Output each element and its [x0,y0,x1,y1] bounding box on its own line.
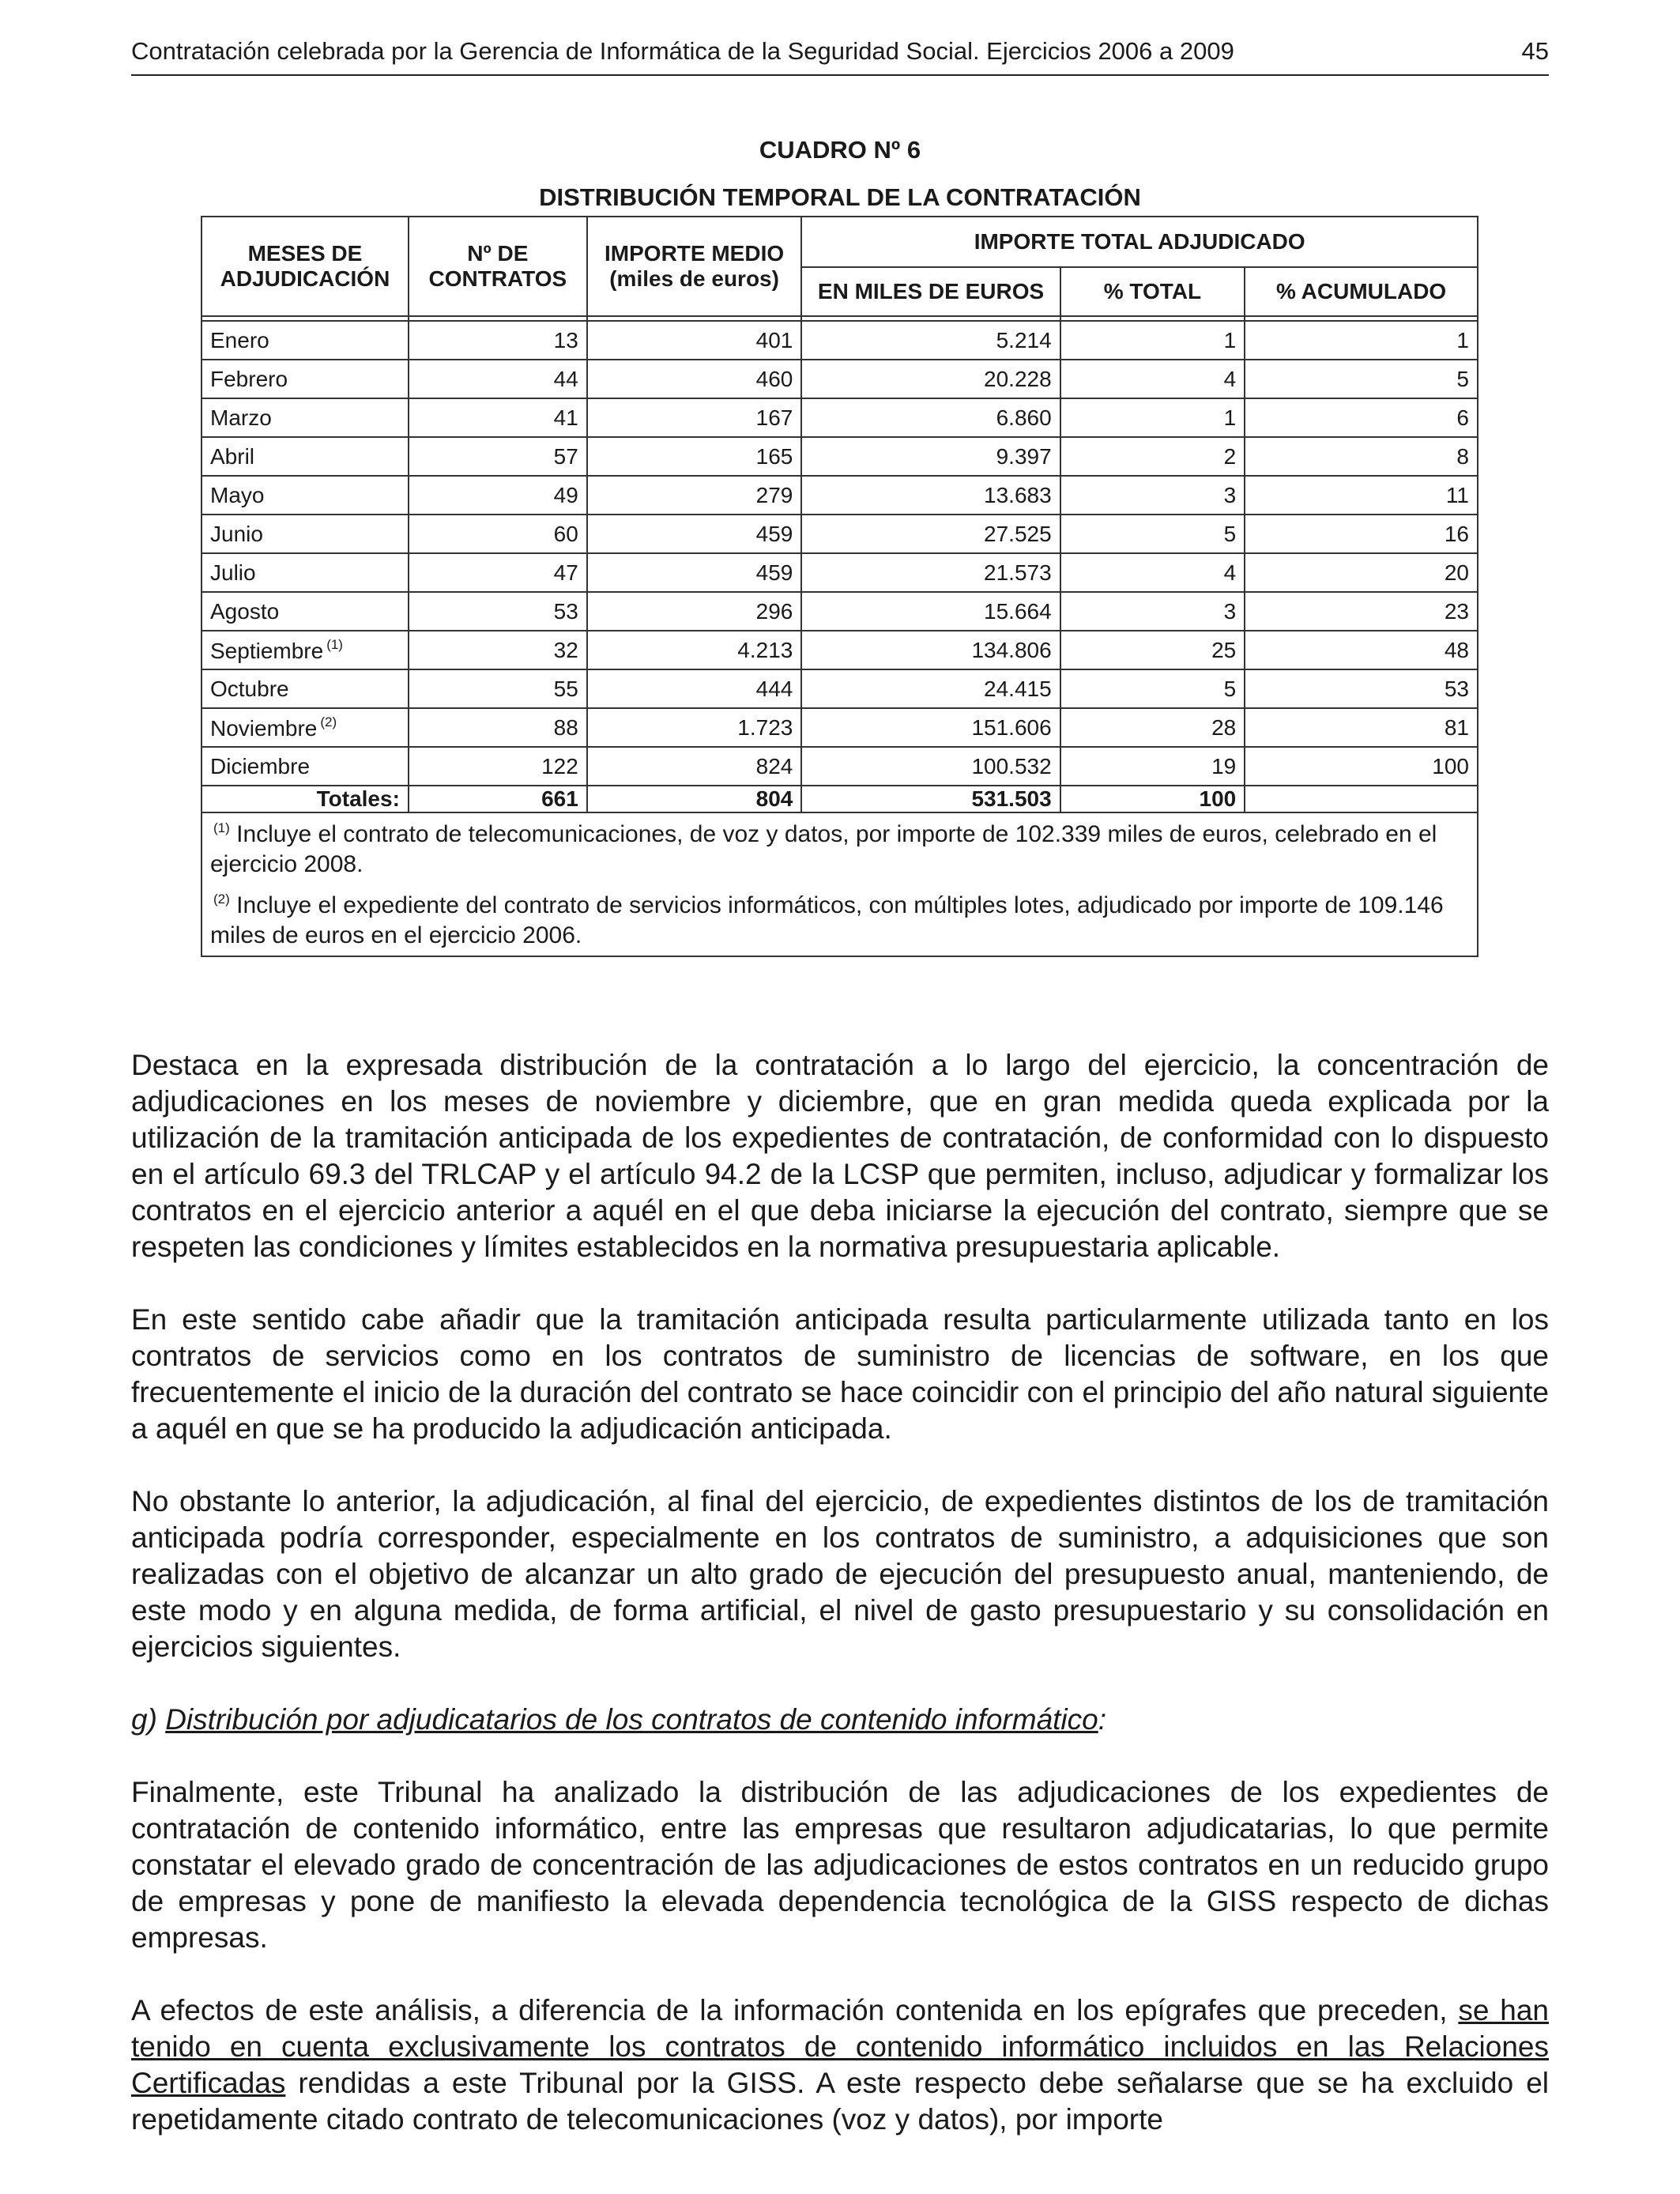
cell-contracts [409,437,587,476]
table-row [202,360,1478,398]
cell-average-value: 824 [755,753,793,778]
cell-contracts-value: 122 [541,753,578,778]
header-total-group: IMPORTE TOTAL ADJUDICADO [801,217,1478,267]
cell-month [202,669,409,708]
cell-pct-total [1060,515,1245,553]
header-thousands-euros: EN MILES DE EUROS [801,267,1060,316]
cell-average [587,398,802,437]
cell-contracts-value: 60 [553,521,578,546]
cell-pct-total [1060,708,1245,747]
cell-month [202,708,409,747]
cell-contracts-value: 57 [553,443,578,469]
cell-month-value: Junio [210,521,263,546]
table-row [202,476,1478,515]
cell-pct-cumulative [1245,553,1478,592]
cell-pct-cumulative-value: 5 [1456,366,1469,391]
cell-pct-cumulative [1245,360,1478,398]
cell-amount [801,747,1060,786]
cell-pct-total-value: 25 [1211,637,1237,662]
cell-pct-total [1060,631,1245,669]
cell-average [587,553,802,592]
cell-pct-total-value: 5 [1223,521,1237,546]
table-row [202,708,1478,747]
cell-average [587,360,802,398]
cell-amount-value: 15.664 [984,598,1052,624]
cell-pct-cumulative [1245,592,1478,631]
totals-empty-cell [1245,786,1478,812]
header-pct-total: % TOTAL [1060,267,1245,316]
cell-amount [801,553,1060,592]
cell-contracts [409,669,587,708]
cell-month [202,437,409,476]
paragraph-2: En este sentido cabe añadir que la tramitación anticipada resulta particularmente utilizada tanto en los contratos de servicios como en los contratos de suministro de licencias de software, en los que frecuentemente el inicio de la duración del contrato se hace coincidir con el principio del año natural siguiente a aquél en que se ha producido la adjudicación anticipada. [131,1303,1549,1445]
page-header [131,35,1549,76]
cell-amount [801,515,1060,553]
cell-contracts-value: 32 [553,637,578,662]
table-row [202,592,1478,631]
table-row [202,437,1478,476]
cell-amount [801,360,1060,398]
cell-contracts [409,592,587,631]
cell-contracts-value: 55 [553,676,578,701]
body-text [131,1047,1549,2174]
cell-pct-total-value: 5 [1223,676,1237,701]
cell-contracts [409,398,587,437]
cell-pct-total-value: 19 [1211,753,1237,778]
cell-average [587,321,802,360]
cell-pct-cumulative-value: 23 [1444,598,1469,624]
cell-pct-total [1060,437,1245,476]
cell-amount [801,321,1060,360]
cell-average-value: 165 [755,443,793,469]
cell-pct-total [1060,321,1245,360]
cell-contracts-value: 41 [553,405,578,430]
cell-average-value: 4.213 [737,637,793,662]
cell-month [202,747,409,786]
cell-average-value: 459 [755,521,793,546]
table-row [202,631,1478,669]
page-number: 45 [1521,37,1549,65]
cell-amount-value: 27.525 [984,521,1052,546]
paragraph-5-part-2: rendidas a este Tribunal por la GISS. A este respecto debe señalarse que se ha excluido el repetidamente citado contrato de telecomunicaciones (voz y datos), por importe [131,2067,1549,2136]
cell-average [587,437,802,476]
cell-month-value: Julio [210,560,256,585]
cell-average-value: 459 [755,560,793,585]
totals-amount: 531.503 [801,786,1060,812]
cell-amount-value: 100.532 [971,753,1052,778]
totals-row [202,786,1478,812]
cell-average-value: 279 [755,482,793,507]
table-row [202,515,1478,553]
cell-pct-cumulative [1245,708,1478,747]
cell-amount-value: 134.806 [971,637,1052,662]
cell-average-value: 1.723 [737,714,793,740]
paragraph-5-part-1: A efectos de este análisis, a diferencia de la información contenida en los epígrafes que preceden, [131,1994,1459,2026]
cell-contracts-value: 44 [553,366,578,391]
cell-average-value: 460 [755,366,793,391]
cell-pct-cumulative [1245,437,1478,476]
cell-average-value: 444 [755,676,793,701]
cell-contracts-value: 53 [553,598,578,624]
cell-average-value: 167 [755,405,793,430]
cell-month [202,631,409,669]
note-2-mark: (2) [213,892,230,907]
cell-average [587,476,802,515]
cell-amount-value: 13.683 [984,482,1052,507]
cell-amount [801,592,1060,631]
cell-pct-cumulative-value: 81 [1444,714,1469,740]
cell-month-value: Octubre [210,676,289,701]
cell-month [202,592,409,631]
cell-pct-total-value: 4 [1223,560,1237,585]
table-row [202,669,1478,708]
cell-month [202,476,409,515]
cell-pct-cumulative-value: 8 [1456,443,1469,469]
cell-month [202,553,409,592]
header-pct-cumulative: % ACUMULADO [1245,267,1478,316]
cell-contracts [409,631,587,669]
cell-pct-cumulative [1245,747,1478,786]
footnote-mark: (1) [326,636,343,652]
paragraph-5 [131,1992,1549,2138]
cell-month-value: Agosto [210,598,280,624]
cell-month-value: Septiembre [210,638,324,663]
totals-average: 804 [587,786,802,812]
cell-average-value: 401 [755,327,793,352]
note-2-text: Incluye el expediente del contrato de servicios informáticos, con múltiples lotes, adjudicado por importe de 109.146 miles de euros en el ejercicio 2006. [210,892,1444,948]
section-heading-prefix: g) [131,1703,166,1736]
cell-month-value: Mayo [210,482,265,507]
cell-pct-cumulative-value: 48 [1444,637,1469,662]
cell-pct-total-value: 3 [1223,482,1237,507]
section-heading-text: Distribución por adjudicatarios de los contratos de contenido informático [165,1703,1098,1736]
table-row [202,747,1478,786]
note-1 [210,813,1469,880]
totals-label: Totales: [202,786,409,812]
table-row [202,398,1478,437]
cell-month [202,398,409,437]
cell-average [587,631,802,669]
header-contracts: Nº DE CONTRATOS [409,217,587,316]
cell-contracts [409,747,587,786]
cell-average [587,515,802,553]
paragraph-1: Destaca en la expresada distribución de la contratación a lo largo del ejercicio, la concentración de adjudicaciones en los meses de noviembre y diciembre, que en gran medida queda explicada por la utilización de la tramitación anticipada de los expedientes de contratación, de conformidad con lo dispuesto en el artículo 69.3 del TRLCAP y el artículo 94.2 de la LCSP que permiten, incluso, adjudicar y formalizar los contratos en el ejercicio anterior a aquél en el que deba iniciarse la ejecución del contrato, siempre que se respeten las condiciones y límites establecidos en la normativa presupuestaria aplicable. [131,1049,1549,1263]
cell-pct-cumulative [1245,321,1478,360]
cell-pct-cumulative-value: 100 [1432,753,1469,778]
cell-pct-total-value: 3 [1223,598,1237,624]
cell-amount-value: 6.860 [996,405,1052,430]
totals-pct: 100 [1060,786,1245,812]
paragraph-3: No obstante lo anterior, la adjudicación, al final del ejercicio, de expedientes distintos de los de tramitación anticipada podría corresponder, especialmente en los contratos de suministro, a adquisiciones que son realizadas con el objetivo de alcanzar un alto grado de ejecución del presupuesto anual, manteniendo, de este modo y en alguna medida, de forma artificial, el nivel de gasto presupuestario y su consolidación en ejercicios siguientes. [131,1485,1549,1663]
cell-pct-cumulative-value: 11 [1445,482,1469,507]
totals-contracts: 661 [409,786,587,812]
cell-amount-value: 24.415 [984,676,1052,701]
cell-amount-value: 9.397 [996,443,1052,469]
cell-amount [801,476,1060,515]
cell-contracts [409,321,587,360]
cell-pct-total-value: 28 [1211,714,1237,740]
cell-pct-total [1060,669,1245,708]
cell-contracts [409,360,587,398]
cell-pct-total [1060,553,1245,592]
cell-pct-cumulative [1245,669,1478,708]
cell-pct-total [1060,360,1245,398]
cell-contracts-value: 88 [553,714,578,740]
cell-average [587,747,802,786]
cell-pct-total [1060,476,1245,515]
footnote-mark: (2) [320,714,337,729]
cell-pct-cumulative-value: 53 [1444,676,1469,701]
cell-contracts-value: 13 [553,327,578,352]
paragraph-4: Finalmente, este Tribunal ha analizado la distribución de las adjudicaciones de los expedientes de contratación de contenido informático, entre las empresas que resultaron adjudicatarias, lo que permite constatar el elevado grado de concentración de las adjudicaciones de estos contratos en un reducido grupo de empresas y pone de manifiesto la elevada dependencia tecnológica de la GISS respecto de dichas empresas. [131,1776,1549,1954]
cell-amount-value: 20.228 [984,366,1052,391]
cell-month-value: Diciembre [210,753,311,778]
cell-month-value: Enero [210,327,269,352]
table-row [202,321,1478,360]
cell-amount-value: 5.214 [996,327,1052,352]
header-average: IMPORTE MEDIO (miles de euros) [587,217,802,316]
cell-average [587,669,802,708]
cell-contracts [409,708,587,747]
cell-average [587,592,802,631]
cell-contracts [409,476,587,515]
cell-month-value: Marzo [210,405,272,430]
cell-pct-cumulative [1245,515,1478,553]
cell-pct-cumulative [1245,631,1478,669]
cell-month-value: Febrero [210,366,288,391]
cell-amount [801,437,1060,476]
contract-distribution-table [201,216,1478,957]
cell-amount [801,631,1060,669]
section-heading [131,1702,1549,1738]
table-row [202,553,1478,592]
table-notes [202,812,1478,956]
header-title: Contratación celebrada por la Gerencia de Informática de la Seguridad Social. Ejercicios 2006 a 2009 [131,37,1234,65]
table-caption-title: DISTRIBUCIÓN TEMPORAL DE LA CONTRATACIÓN [539,183,1141,211]
cell-pct-total-value: 2 [1223,443,1237,469]
cell-pct-total [1060,747,1245,786]
cell-amount-value: 21.573 [984,560,1052,585]
paragraph-5-underlined: se han tenido en cuenta exclusivamente los contratos de contenido informático incluidos en las Relaciones Certificadas [131,1994,1549,2099]
header-month: MESES DE ADJUDICACIÓN [202,217,409,316]
cell-month [202,515,409,553]
cell-pct-total [1060,592,1245,631]
cell-contracts-value: 49 [553,482,578,507]
cell-month-value: Noviembre [210,715,318,741]
cell-pct-cumulative [1245,476,1478,515]
note-1-mark: (1) [213,820,230,835]
cell-pct-cumulative-value: 16 [1444,521,1469,546]
cell-amount [801,669,1060,708]
cell-amount-value: 151.606 [971,714,1052,740]
section-heading-suffix: : [1098,1703,1106,1736]
notes-row [202,812,1478,956]
cell-average-value: 296 [755,598,793,624]
cell-month [202,360,409,398]
cell-average [587,708,802,747]
cell-pct-total-value: 4 [1223,366,1237,391]
cell-contracts-value: 47 [553,560,578,585]
cell-amount [801,708,1060,747]
cell-amount [801,398,1060,437]
cell-pct-total [1060,398,1245,437]
note-1-text: Incluye el contrato de telecomunicaciones, de voz y datos, por importe de 102.339 miles de euros, celebrado en el ejercicio 2008. [210,821,1437,877]
cell-pct-total-value: 1 [1223,327,1237,352]
cell-month [202,321,409,360]
cell-pct-cumulative-value: 6 [1456,405,1469,430]
cell-contracts [409,553,587,592]
cell-pct-cumulative-value: 20 [1444,560,1469,585]
cell-pct-cumulative-value: 1 [1456,327,1469,352]
table-caption-number: CUADRO Nº 6 [759,136,921,164]
cell-pct-cumulative [1245,398,1478,437]
cell-contracts [409,515,587,553]
note-2 [210,884,1469,951]
cell-month-value: Abril [210,443,255,469]
cell-pct-total-value: 1 [1223,405,1237,430]
